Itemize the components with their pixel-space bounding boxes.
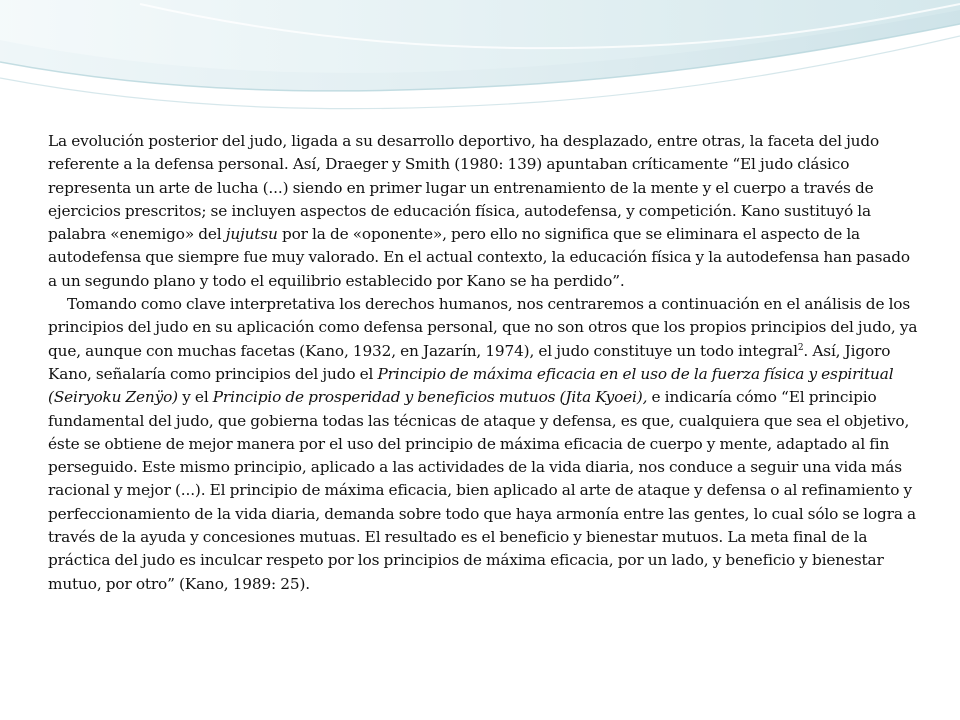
paragraph-2-text-b: . Así, Jigoro Kano, señalaría como principios del judo el: [48, 341, 891, 383]
slide-body-text: [48, 130, 922, 596]
header-wave-decoration: [0, 0, 960, 130]
paragraph-2-text-a: Tomando como clave interpretativa los derechos humanos, nos centraremos a continuación en el análisis de los principios del judo en su aplicación como defensa personal, que no son otros que los propios principios del judo, ya que, aunque con muchas facetas (Kano, 1932, en Jazarín, 1974), el judo constituye un todo integral: [48, 295, 918, 360]
wave-line-1: [0, 24, 960, 91]
paragraph-2-text-c: y el: [178, 388, 213, 407]
paragraph-1-text-a: La evolución posterior del judo, ligada a su desarrollo deportivo, ha desplazado, entre otras, la faceta del judo referente a la defensa personal. Así, Draeger y Smith (1980: 139) apuntaban críticamente “El judo clásico representa un arte de lucha (...) siendo en primer lugar un entrenamiento de la mente y el cuerpo a través de ejercicios prescritos; se incluyen aspectos de educación física, autodefensa, y competición. Kano sustituyó la palabra «enemigo» del: [48, 132, 880, 244]
paragraph-2-text-d: e indicaría cómo “El principio fundamental del judo, que gobierna todas las técnicas de ataque y defensa, es que, cualquiera que sea el objetivo, éste se obtiene de mejor manera por el uso del principio de máxima eficacia de cuerpo y mente, adaptado al fin perseguido. Este mismo principio, aplicado a las actividades de la vida diaria, nos conduce a seguir una vida más racional y mejor (...). El principio de máxima eficacia, bien aplicado al arte de ataque y defensa o al refinamiento y perfeccionamiento de la vida diaria, demanda sobre todo que haya armonía entre las gentes, lo cual sólo se logra a través de la ayuda y concesiones mutuas. El resultado es el beneficio y bienestar mutuos. La meta final de la práctica del judo es inculcar respeto por los principios de máxima eficacia, por un lado, y beneficio y bienestar mutuo, por otro” (Kano, 1989: 25).: [48, 388, 916, 593]
paragraph-1: [48, 130, 922, 293]
paragraph-1-text-b: por la de «oponente», pero ello no significa que se eliminara el aspecto de la autodefensa que siempre fue muy valorado. En el actual contexto, la educación física y la autodefensa han pasado a un segundo plano y todo el equilibrio establecido por Kano se ha perdido”.: [48, 225, 910, 290]
paragraph-2: [48, 293, 922, 596]
wave-band-front: [0, 0, 960, 73]
wave-line-3: [140, 4, 960, 48]
wave-line-2: [0, 36, 960, 109]
paragraph-1-jujutsu: jujutsu: [225, 225, 278, 244]
footnote-marker: 2: [797, 342, 804, 353]
wave-band-back: [0, 0, 960, 91]
principle-maximum-efficiency: Principio de máxima eficacia en el uso de la fuerza física y espiritual (Seiryoku Zenÿo): [48, 364, 894, 407]
principle-mutual-welfare: Principio de prosperidad y beneficios mutuos (Jita Kyoei),: [212, 388, 648, 407]
